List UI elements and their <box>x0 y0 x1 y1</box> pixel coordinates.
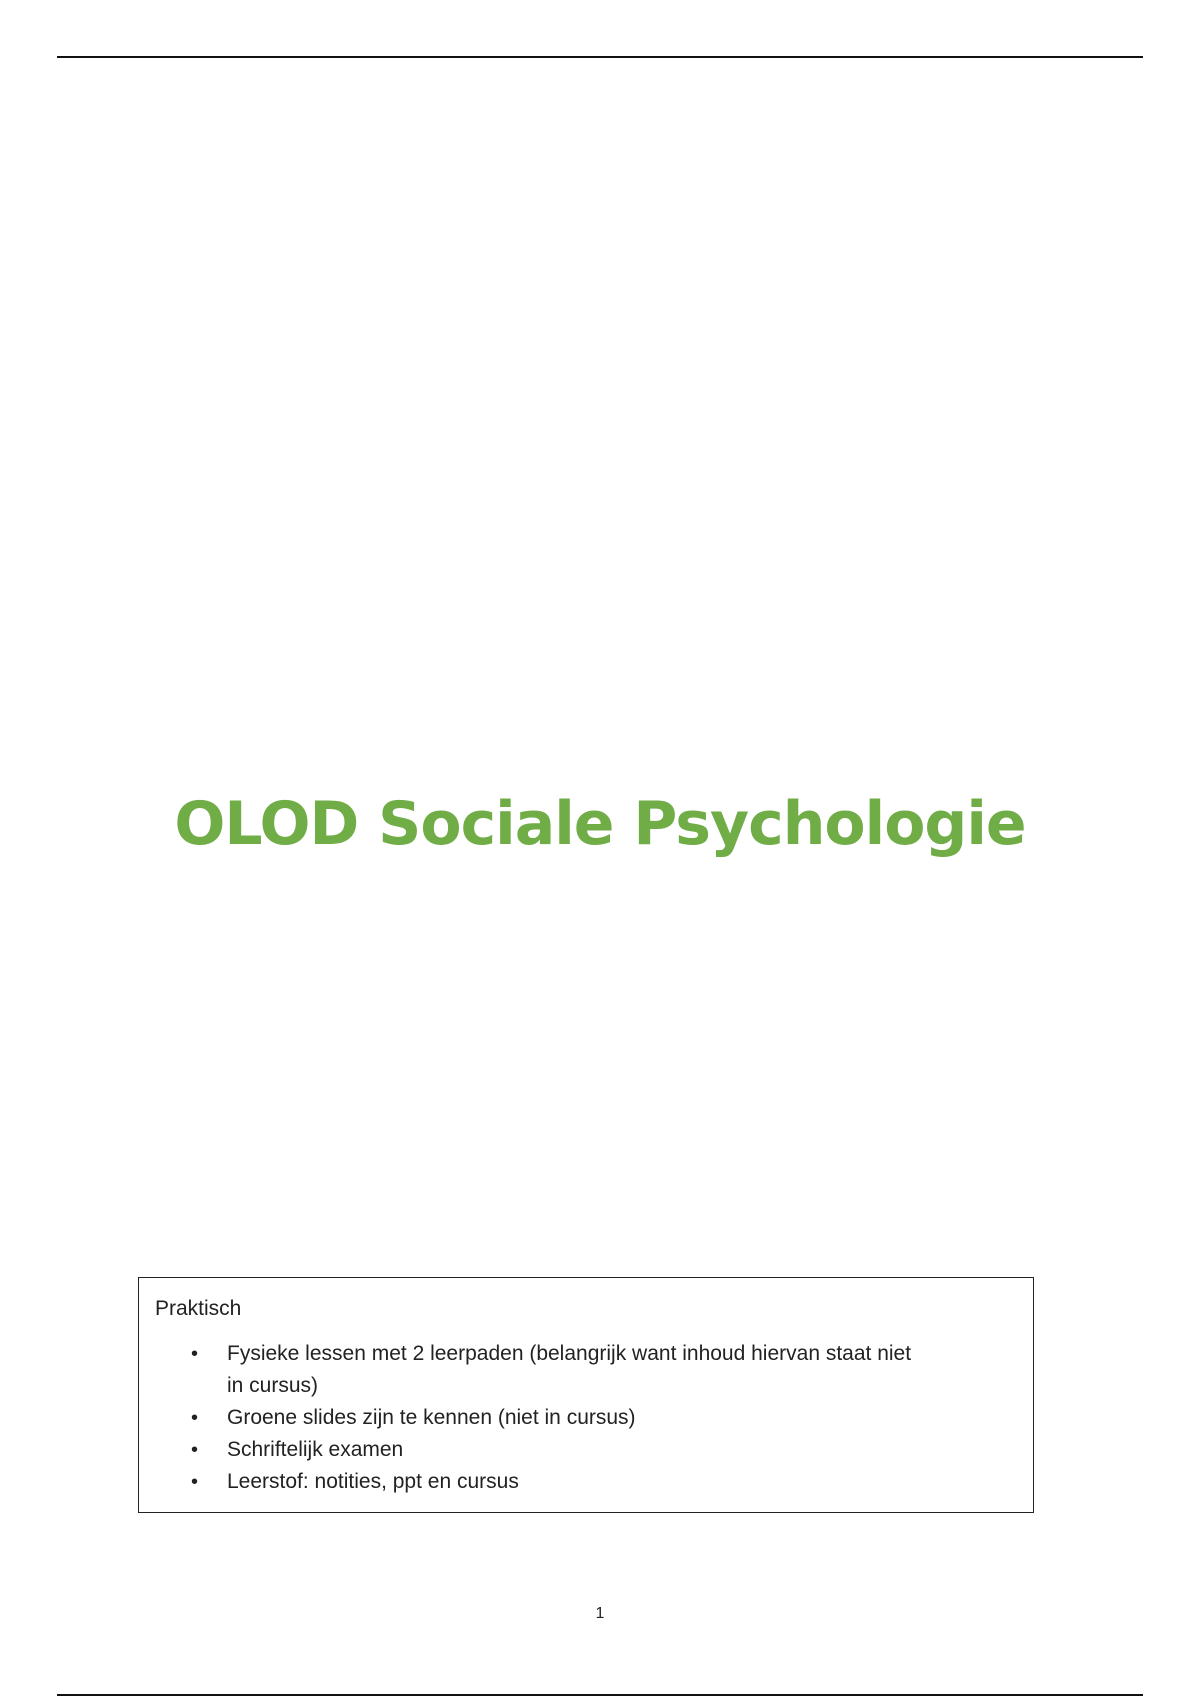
box-heading: Praktisch <box>155 1297 242 1320</box>
list-item-text: Fysieke lessen met 2 leerpaden (belangrijk want inhoud hiervan staat niet in cursus) <box>227 1342 912 1397</box>
list-item-text: Schriftelijk examen <box>227 1438 404 1461</box>
practical-info-box <box>138 1277 1034 1513</box>
list-item <box>155 1434 917 1466</box>
header-rule <box>57 56 1143 58</box>
list-item-text: Groene slides zijn te kennen (niet in cursus) <box>227 1406 636 1429</box>
bullet-icon: • <box>191 1343 199 1365</box>
list-item-text: Leerstof: notities, ppt en cursus <box>227 1470 519 1493</box>
practical-list <box>155 1338 1017 1498</box>
footer-rule <box>57 1694 1143 1696</box>
page-number: 1 <box>595 1605 605 1622</box>
bullet-icon: • <box>191 1439 199 1461</box>
list-item <box>155 1402 917 1434</box>
list-item <box>155 1466 917 1498</box>
bullet-icon: • <box>191 1407 199 1429</box>
bullet-icon: • <box>191 1471 199 1493</box>
list-item <box>155 1338 917 1402</box>
document-title: OLOD Sociale Psychologie <box>174 789 1026 859</box>
